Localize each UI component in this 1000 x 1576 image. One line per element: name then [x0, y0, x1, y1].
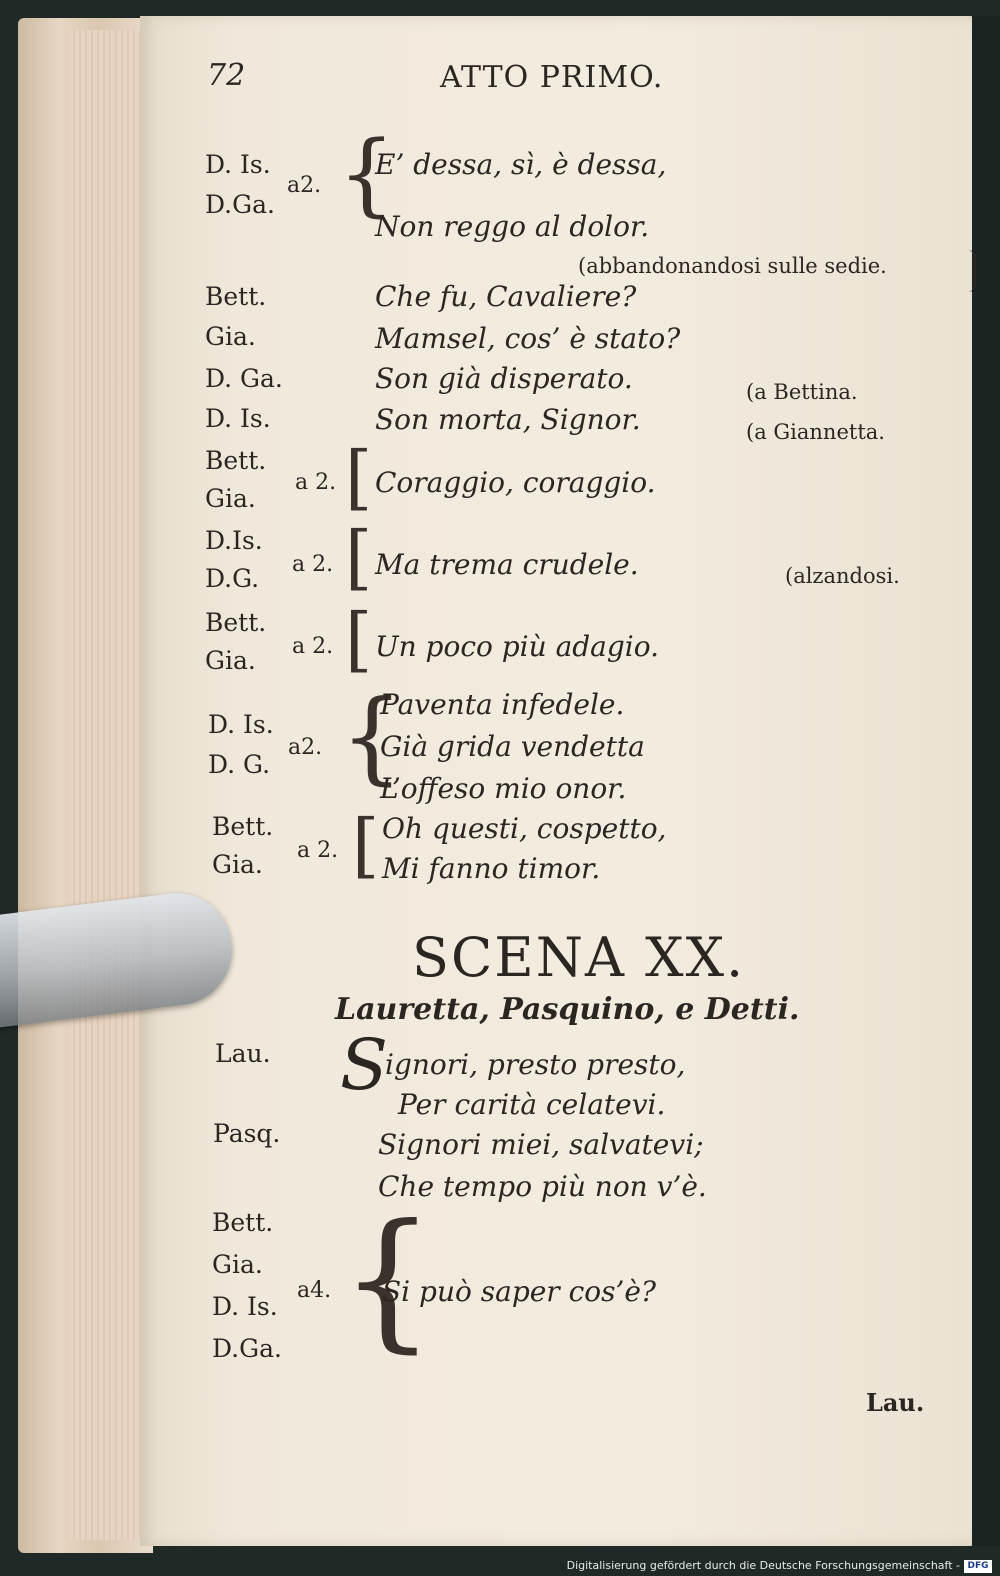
- speaker: D. Ga.: [205, 364, 283, 393]
- a-due-mark: a 2.: [292, 552, 334, 577]
- a-due-mark: a 2.: [295, 470, 337, 495]
- page-number: 72: [207, 58, 246, 93]
- digitization-credit: Digitalisierung gefördert durch die Deutsche Forschungsgemeinschaft -: [566, 1559, 960, 1572]
- speaker: Bett.: [205, 282, 267, 311]
- verse-line: L’offeso mio onor.: [380, 772, 627, 805]
- scan-background-edge: [972, 16, 1000, 1546]
- speaker: Pasq.: [213, 1119, 281, 1148]
- speaker-group: Bett. Gia. D. Is. D.Ga.: [212, 1208, 282, 1363]
- scene-cast: Lauretta, Pasquino, e Detti.: [335, 992, 800, 1027]
- speaker: Lau.: [215, 1039, 271, 1068]
- drop-cap: S: [340, 1024, 388, 1106]
- verse-line: Si può saper cos’è?: [382, 1275, 656, 1308]
- stage-direction: (a Giannetta.: [746, 420, 885, 444]
- verse-line: Che fu, Cavaliere?: [375, 280, 637, 313]
- a-quattro-mark: a4.: [297, 1278, 332, 1303]
- speaker-group: D.Is. D.G.: [205, 526, 263, 593]
- bracket-mark: [968, 250, 976, 292]
- verse-line: Oh questi, cospetto,: [382, 812, 667, 845]
- a-due-mark: a 2.: [297, 838, 339, 863]
- speaker-group: Bett. Gia.: [205, 608, 267, 675]
- brace: {: [340, 1193, 436, 1367]
- dfg-logo: DFG: [964, 1560, 992, 1573]
- stage-direction: (a Bettina.: [746, 380, 858, 404]
- verse-line: Un poco più adagio.: [375, 630, 660, 663]
- stage-direction: (alzandosi.: [785, 564, 900, 588]
- catchword: Lau.: [866, 1388, 925, 1417]
- stage-direction: (abbandonandosi sulle sedie.: [578, 254, 887, 278]
- verse-line: Son morta, Signor.: [375, 403, 641, 436]
- speaker: D. Is.: [205, 404, 271, 433]
- speaker: Gia.: [205, 322, 256, 351]
- a-due-mark: a 2.: [292, 634, 334, 659]
- verse-line: Coraggio, coraggio.: [375, 466, 656, 499]
- brace: [: [352, 804, 380, 886]
- page-header-title: ATTO PRIMO.: [440, 60, 664, 95]
- brace: {: [338, 122, 396, 227]
- brace: [: [345, 436, 373, 518]
- speaker-group: D. Is. D.Ga.: [205, 150, 275, 219]
- a-due-mark: a2.: [287, 173, 322, 198]
- speaker-group: Bett. Gia.: [212, 812, 274, 879]
- verse-line: E’ dessa, sì, è dessa,: [375, 148, 667, 181]
- brace: [: [345, 516, 373, 598]
- verse-line: Per carità celatevi.: [398, 1088, 666, 1121]
- verse-line: Mi fanno timor.: [382, 852, 601, 885]
- verse-line: Mamsel, cos’ è stato?: [375, 322, 681, 355]
- speaker-group: Bett. Gia.: [205, 446, 267, 513]
- brace: [: [345, 598, 373, 680]
- scene-title: SCENA XX.: [412, 926, 746, 989]
- verse-line: Paventa infedele.: [380, 688, 625, 721]
- verse-line: Non reggo al dolor.: [375, 210, 650, 243]
- verse-line: Signori miei, salvatevi;: [378, 1128, 704, 1161]
- speaker-group: D. Is. D. G.: [208, 710, 274, 779]
- verse-line: Già grida vendetta: [380, 730, 645, 763]
- verse-line: ignori, presto presto,: [385, 1048, 686, 1081]
- verse-line: Son già disperato.: [375, 362, 633, 395]
- verse-line: Ma trema crudele.: [375, 548, 639, 581]
- brace: {: [340, 678, 404, 795]
- a-due-mark: a2.: [288, 735, 323, 760]
- verse-line: Che tempo più non v’è.: [378, 1170, 707, 1203]
